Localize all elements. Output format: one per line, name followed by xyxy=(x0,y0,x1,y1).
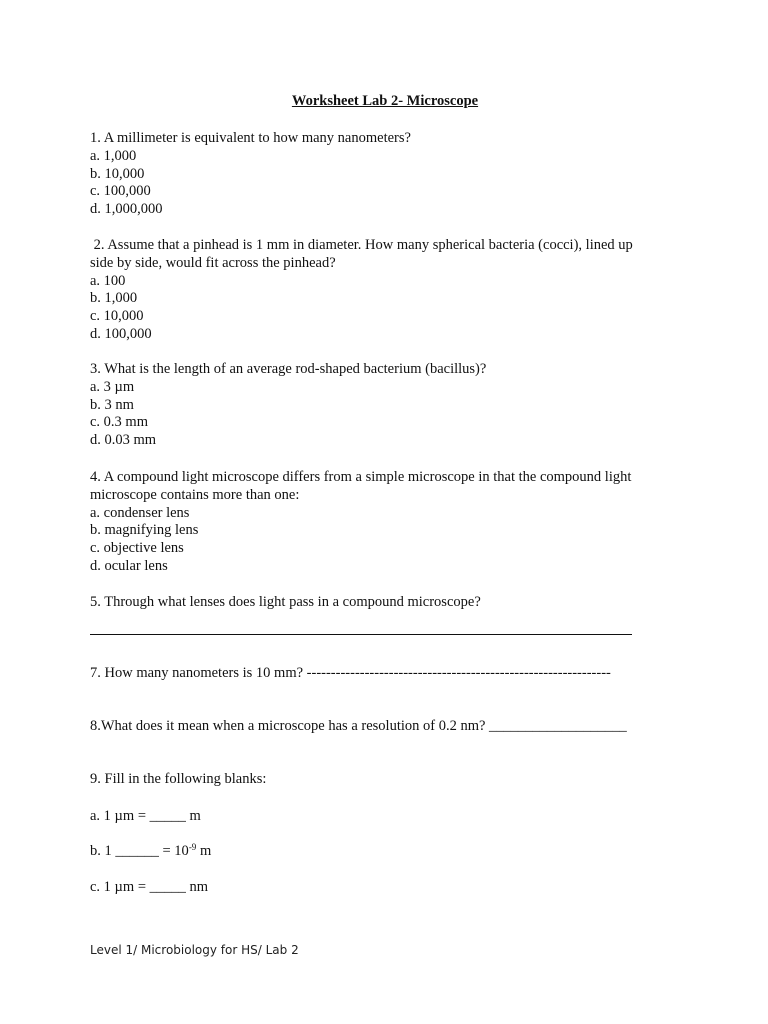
question-9-item-b xyxy=(90,843,680,861)
question-2 xyxy=(90,237,680,344)
question-1-option-a: a. 1,000 xyxy=(90,147,137,164)
question-3-option-c: c. 0.3 mm xyxy=(90,414,148,431)
question-9 xyxy=(90,771,680,789)
question-2-option-c: c. 10,000 xyxy=(90,308,144,325)
question-2-option-a: a. 100 xyxy=(90,272,126,289)
question-3-option-a: a. 3 µm xyxy=(90,378,135,395)
question-4-text-line1: 4. A compound light microscope differs from a simple microscope in that the compound light xyxy=(90,469,632,485)
question-4-option-a: a. condenser lens xyxy=(90,504,190,521)
question-9-b-exponent: -9 xyxy=(188,842,197,852)
question-4-option-c: c. objective lens xyxy=(90,540,184,557)
question-3-option-d: d. 0.03 mm xyxy=(90,432,157,449)
question-9-item-c xyxy=(90,879,680,897)
question-9-item-a xyxy=(90,808,680,826)
question-1 xyxy=(90,130,680,219)
question-2-option-d: d. 100,000 xyxy=(90,325,152,342)
question-8-text: 8.What does it mean when a microscope has a resolution of 0.2 nm? ___________________ xyxy=(90,718,627,734)
page-title: Worksheet Lab 2- Microscope xyxy=(291,93,479,109)
page-footer: Level 1/ Microbiology for HS/ Lab 2 xyxy=(90,943,299,957)
question-1-option-c: c. 100,000 xyxy=(90,183,151,200)
question-5-text: 5. Through what lenses does light pass in a compound microscope? xyxy=(90,594,481,610)
question-2-option-b: b. 1,000 xyxy=(90,290,138,307)
question-1-text: 1. A millimeter is equivalent to how many nanometers? xyxy=(90,130,411,146)
question-1-option-b: b. 10,000 xyxy=(90,165,145,182)
question-9-text: 9. Fill in the following blanks: xyxy=(90,771,267,787)
question-4-option-b: b. magnifying lens xyxy=(90,522,199,539)
question-8 xyxy=(90,718,680,736)
question-3-text: 3. What is the length of an average rod-shaped bacterium (bacillus)? xyxy=(90,361,487,377)
question-9-b-prefix: b. 1 ______ = 10 xyxy=(90,843,189,859)
question-9-c-text: c. 1 µm = _____ nm xyxy=(90,879,209,895)
question-7 xyxy=(90,665,680,683)
question-2-text-line2: side by side, would fit across the pinhead? xyxy=(90,254,336,271)
question-2-text-line1: 2. Assume that a pinhead is 1 mm in diameter. How many spherical bacteria (cocci), lined up xyxy=(90,237,633,253)
question-4-text-line2: microscope contains more than one: xyxy=(90,486,300,503)
question-7-text: 7. How many nanometers is 10 mm? --------------------------------------------------------------- xyxy=(90,665,611,681)
question-9-b-suffix: m xyxy=(196,843,212,859)
question-4-option-d: d. ocular lens xyxy=(90,557,168,574)
question-5 xyxy=(90,594,680,612)
question-9-b-text xyxy=(90,843,680,861)
question-9-a-text: a. 1 µm = _____ m xyxy=(90,808,201,824)
question-3 xyxy=(90,361,680,450)
question-1-option-d: d. 1,000,000 xyxy=(90,201,163,218)
question-5-answer-line xyxy=(90,634,632,635)
question-4 xyxy=(90,469,680,576)
question-3-option-b: b. 3 nm xyxy=(90,396,134,413)
